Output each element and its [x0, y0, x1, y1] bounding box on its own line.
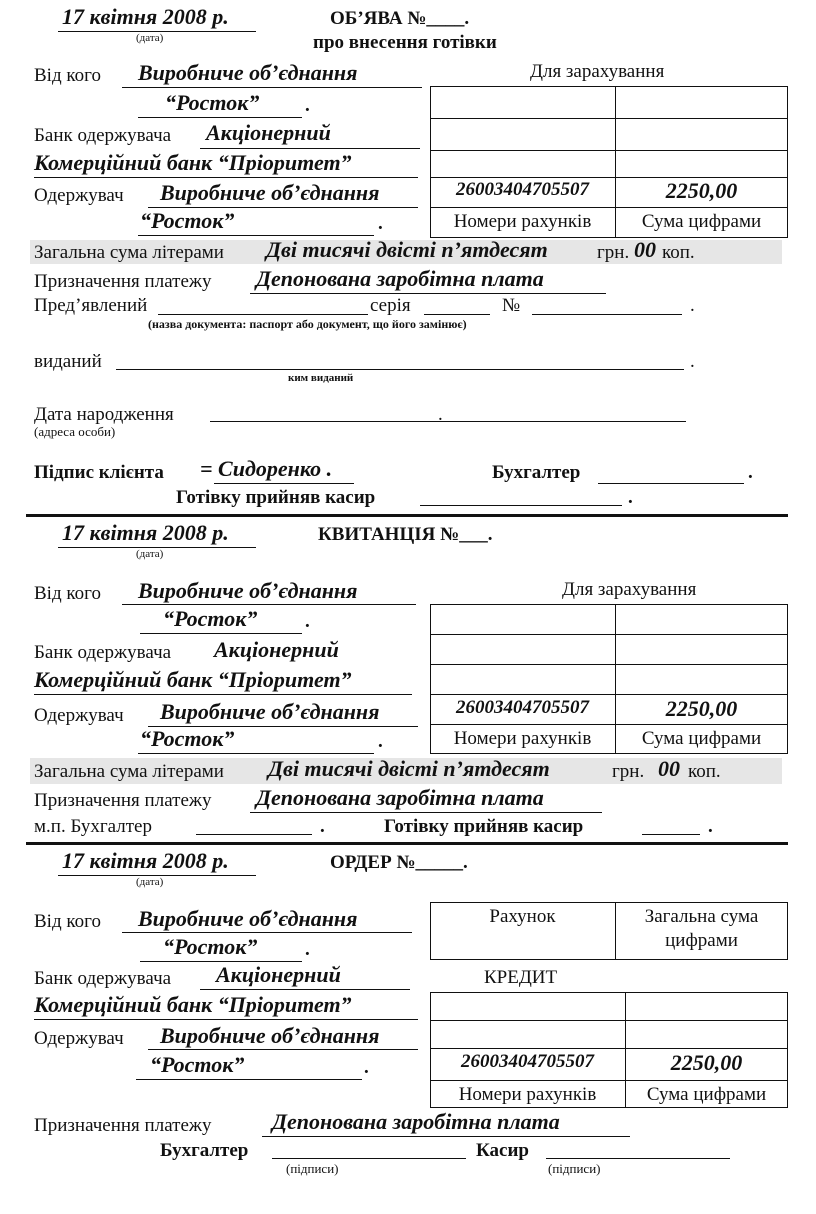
- bank-label: Банк одержувача: [34, 642, 172, 663]
- cash-received-label: Готівку прийняв касир: [384, 816, 584, 837]
- from-value-2: “Росток”: [165, 90, 260, 115]
- recipient-value-1: Виробниче об’єднання: [160, 699, 380, 724]
- form-title: ОРДЕР №_____.: [330, 852, 468, 873]
- form-title: ОБ’ЯВА №____.: [330, 8, 470, 29]
- purpose-label: Призначення платежу: [34, 1115, 212, 1136]
- bank-value-2: Комерційний банк “Пріоритет”: [34, 992, 352, 1017]
- total-words-value: Дві тисячі двісті п’ятдесят: [266, 237, 548, 262]
- account-numbers-caption: Номери рахунків: [453, 728, 592, 749]
- recipient-label: Одержувач: [34, 1028, 124, 1049]
- for-credit-label: Для зарахування: [530, 61, 665, 82]
- bank-value-1: Акціонерний: [216, 962, 341, 987]
- from-value-1: Виробниче об’єднання: [138, 60, 358, 85]
- recipient-value-1: Виробниче об’єднання: [160, 1023, 380, 1048]
- date-caption: (дата): [136, 548, 164, 560]
- from-label: Від кого: [34, 65, 101, 86]
- from-label: Від кого: [34, 583, 101, 604]
- purpose-value: Депонована заробітна плата: [272, 1109, 560, 1134]
- total-words-value: Дві тисячі двісті п’ятдесят: [268, 756, 550, 781]
- kop-value: 00: [634, 237, 656, 262]
- for-credit-label: Для зарахування: [562, 579, 697, 600]
- purpose-value: Депонована заробітна плата: [256, 266, 544, 291]
- series-label: серія: [370, 295, 411, 316]
- total-words-label: Загальна сума літерами: [34, 242, 224, 263]
- mp-accountant-label: м.п. Бухгалтер: [34, 816, 152, 837]
- bank-value-2: Комерційний банк “Пріоритет”: [34, 667, 352, 692]
- bank-value-2: Комерційний банк “Пріоритет”: [34, 150, 352, 175]
- from-value-1: Виробниче об’єднання: [138, 578, 358, 603]
- accountant-label: Бухгалтер: [492, 462, 581, 483]
- kop-label: коп.: [688, 761, 721, 782]
- account-number: 26003404705507: [461, 1051, 594, 1072]
- birth-date-label: Дата народження: [34, 404, 174, 425]
- cashier-label: Касир: [476, 1140, 529, 1161]
- total-col-header-2: цифрами: [665, 930, 738, 951]
- account-number: 26003404705507: [456, 697, 589, 718]
- recipient-label: Одержувач: [34, 705, 124, 726]
- account-numbers-caption: Номери рахунків: [453, 211, 592, 232]
- address-caption: (адреса особи): [34, 424, 116, 439]
- presented-label: Пред’явлений: [34, 295, 148, 316]
- issued-label: виданий: [34, 351, 102, 372]
- amount-digits-caption: Сума цифрами: [641, 211, 762, 232]
- recipient-value-2: “Росток”: [140, 726, 235, 751]
- recipient-value-2: “Росток”: [140, 208, 235, 233]
- number-sign: №: [502, 295, 521, 316]
- bank-value-1: Акціонерний: [214, 637, 339, 662]
- accountant-label: Бухгалтер: [160, 1140, 249, 1161]
- total-col-header-1: Загальна сума: [644, 906, 759, 927]
- purpose-label: Призначення платежу: [34, 790, 212, 811]
- date-caption: (дата): [136, 876, 164, 888]
- uah-label: грн.: [612, 761, 645, 782]
- kop-label: коп.: [662, 242, 695, 263]
- bank-label: Банк одержувача: [34, 968, 172, 989]
- amount-digits: 2250,00: [665, 178, 738, 203]
- recipient-value-2: “Росток”: [150, 1052, 245, 1077]
- bank-value-1: Акціонерний: [206, 120, 331, 145]
- client-signature-label: Підпис клієнта: [34, 462, 164, 483]
- uah-label: грн.: [597, 242, 630, 263]
- issued-caption: ким виданий: [288, 372, 354, 384]
- account-numbers-caption: Номери рахунків: [458, 1084, 597, 1105]
- section-separator: [26, 842, 788, 845]
- cash-received-label: Готівку прийняв касир: [176, 487, 376, 508]
- bank-label: Банк одержувача: [34, 125, 172, 146]
- date-caption: (дата): [136, 32, 164, 44]
- date-value: 17 квітня 2008 р.: [62, 4, 229, 29]
- recipient-value-1: Виробниче об’єднання: [160, 180, 380, 205]
- total-words-label: Загальна сума літерами: [34, 761, 224, 782]
- client-signature-value: = Сидоренко .: [200, 456, 333, 481]
- from-value-2: “Росток”: [163, 606, 258, 631]
- date-value: 17 квітня 2008 р.: [62, 520, 229, 545]
- form-title: КВИТАНЦІЯ №___.: [318, 524, 493, 545]
- from-label: Від кого: [34, 911, 101, 932]
- date-value: 17 квітня 2008 р.: [62, 848, 229, 873]
- recipient-label: Одержувач: [34, 185, 124, 206]
- signatures-caption: (підписи): [548, 1161, 601, 1176]
- account-col-header: Рахунок: [489, 906, 556, 927]
- purpose-label: Призначення платежу: [34, 271, 212, 292]
- amount-digits-caption: Сума цифрами: [641, 728, 762, 749]
- from-value-1: Виробниче об’єднання: [138, 906, 358, 931]
- signatures-caption: (підписи): [286, 1161, 339, 1176]
- kop-value: 00: [658, 756, 680, 781]
- credit-label: КРЕДИТ: [484, 967, 558, 988]
- from-value-2: “Росток”: [163, 934, 258, 959]
- form-subtitle: про внесення готівки: [313, 32, 497, 53]
- amount-digits: 2250,00: [665, 696, 738, 721]
- purpose-value: Депонована заробітна плата: [256, 785, 544, 810]
- amount-digits-caption: Сума цифрами: [646, 1084, 767, 1105]
- amount-digits: 2250,00: [670, 1050, 743, 1075]
- section-separator: [26, 514, 788, 517]
- account-number: 26003404705507: [456, 179, 589, 200]
- doc-caption: (назва документа: паспорт або документ, що його замінює): [148, 317, 467, 331]
